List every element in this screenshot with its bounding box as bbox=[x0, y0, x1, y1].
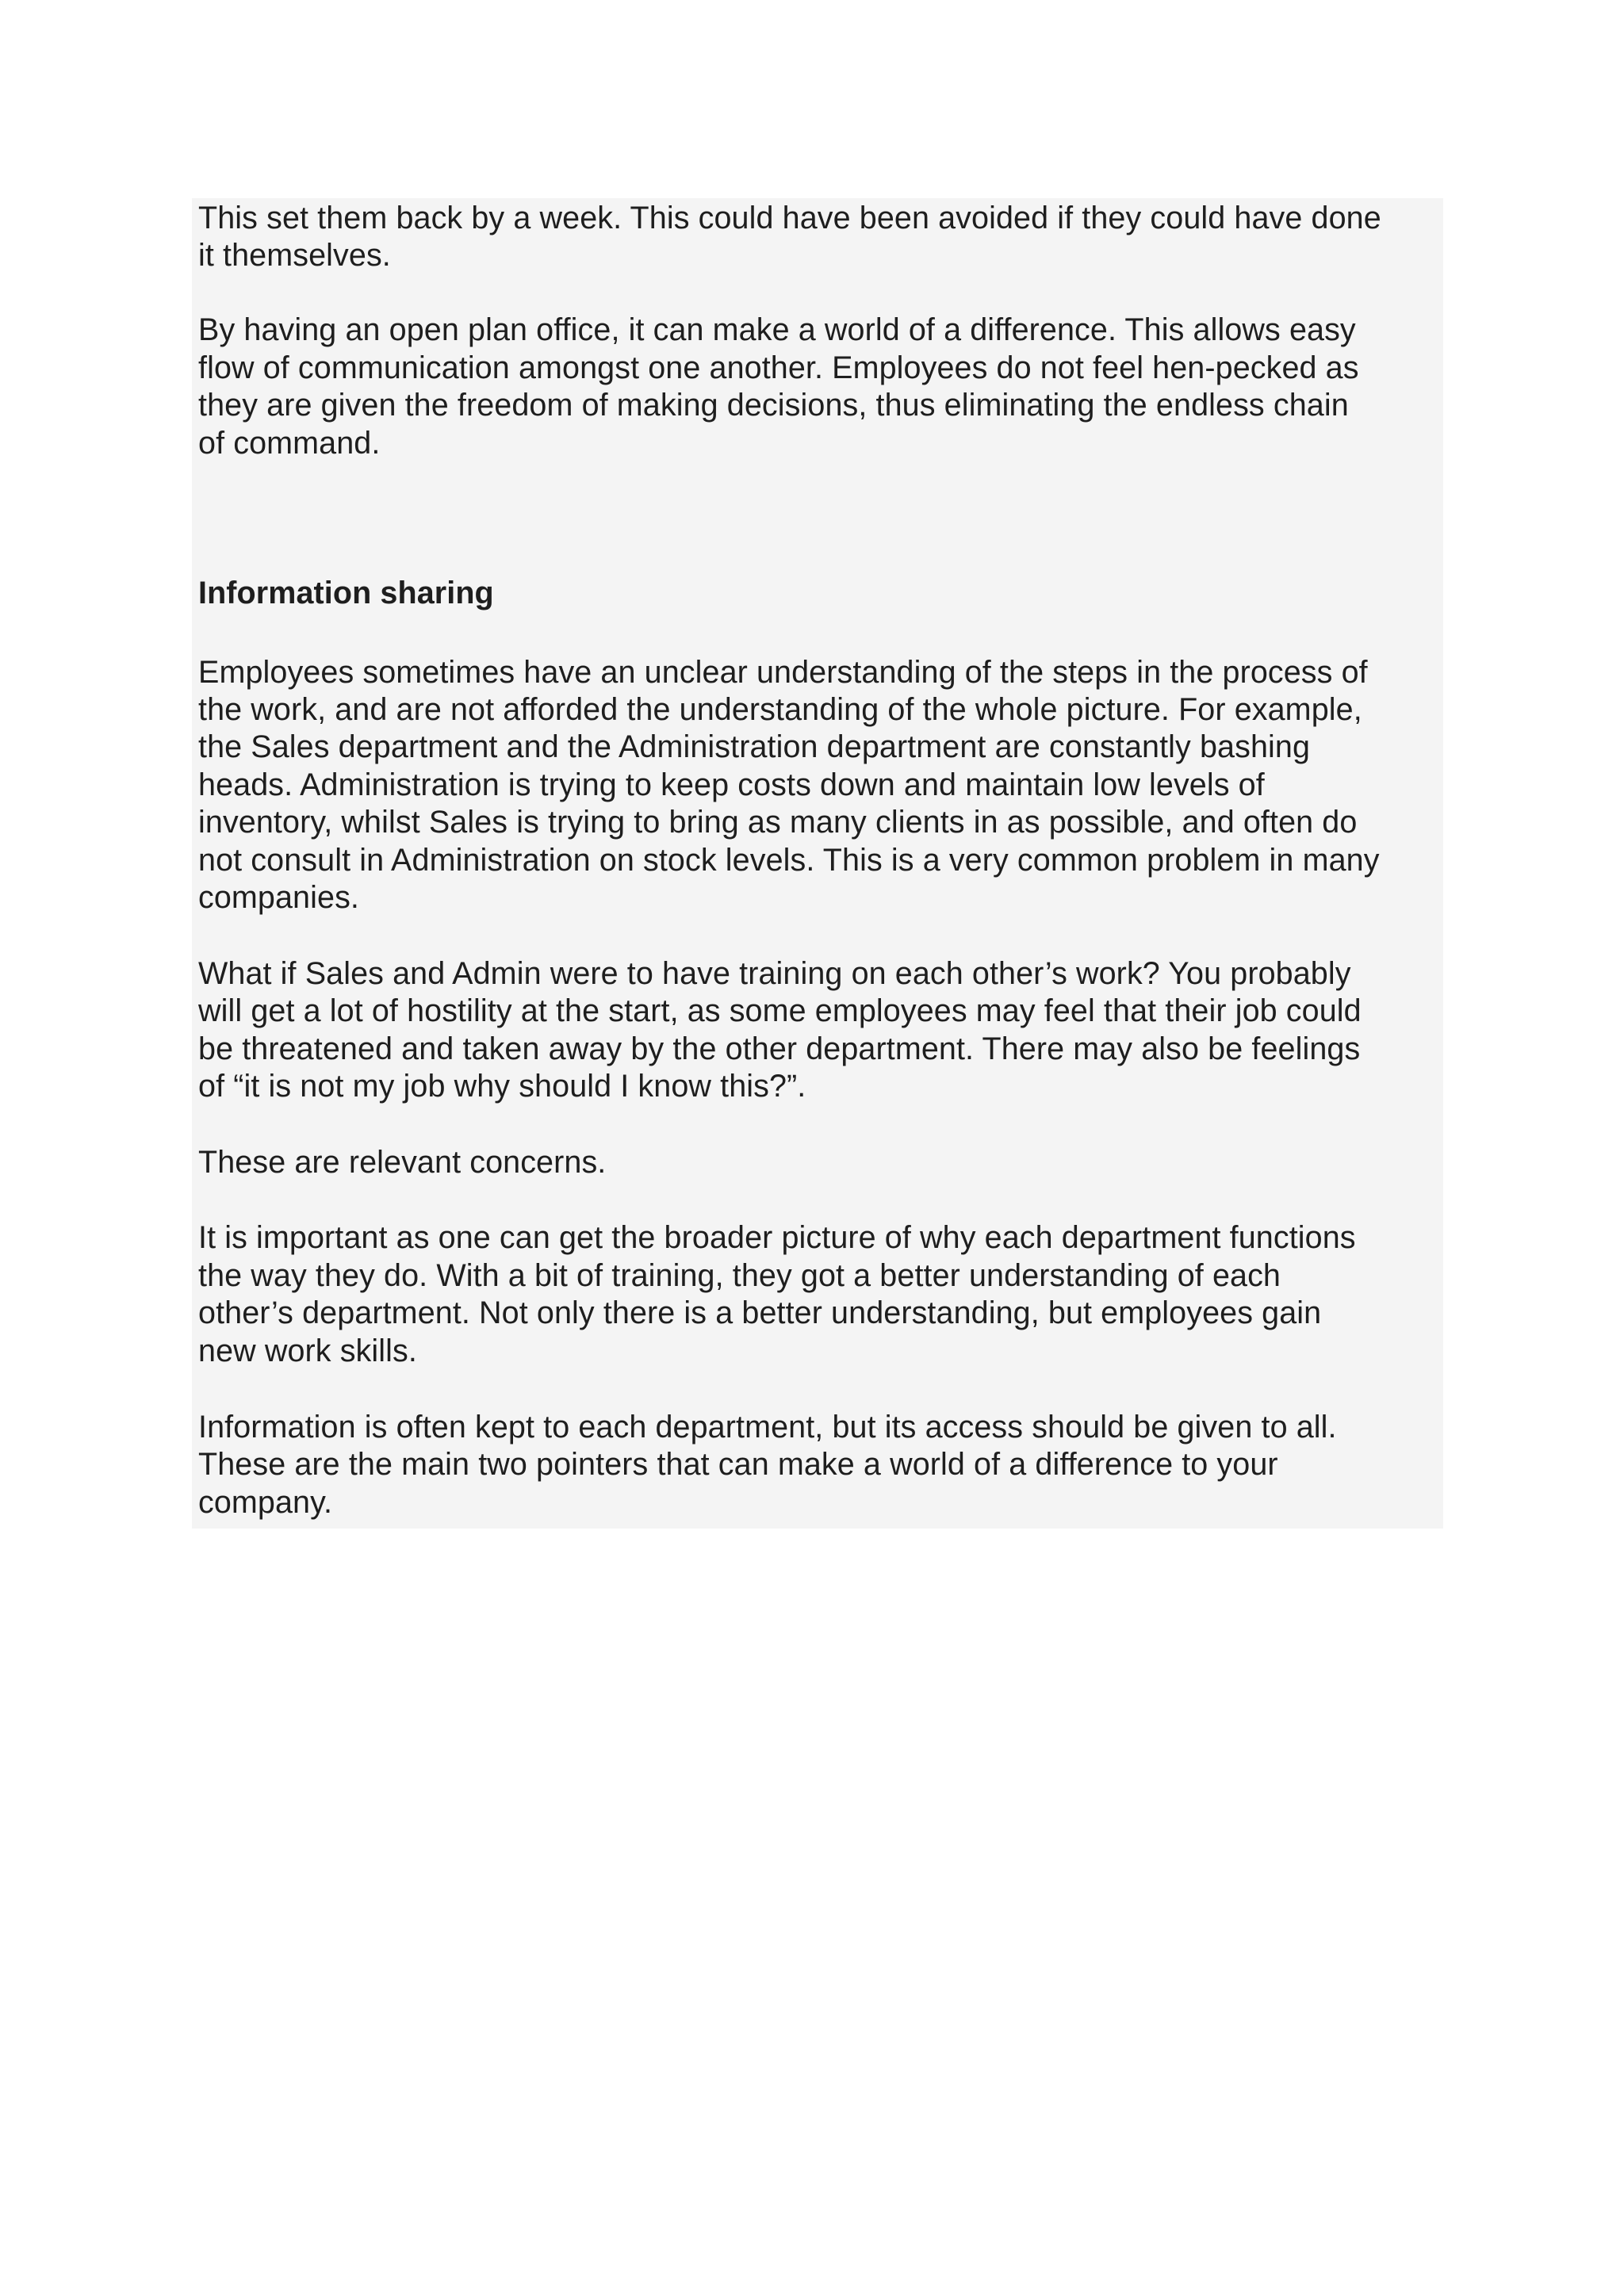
text-line: be threatened and taken away by the other department. There may also be feelings bbox=[198, 1031, 1361, 1066]
text-line: companies. bbox=[198, 880, 359, 915]
text-line: These are relevant concerns. bbox=[198, 1145, 607, 1180]
text-line: will get a lot of hostility at the start, as some employees may feel that their job could bbox=[198, 993, 1362, 1028]
text-line: heads. Administration is trying to keep costs down and maintain low levels of bbox=[198, 767, 1265, 802]
section-heading: Information sharing bbox=[198, 576, 494, 610]
text-line: it themselves. bbox=[198, 238, 391, 273]
text-line: It is important as one can get the broader picture of why each department functions bbox=[198, 1220, 1356, 1255]
text-line: of “it is not my job why should I know this?”. bbox=[198, 1069, 806, 1104]
text-line: the work, and are not afforded the understanding of the whole picture. For example, bbox=[198, 692, 1362, 727]
text-line: of command. bbox=[198, 426, 381, 461]
text-line: company. bbox=[198, 1485, 333, 1520]
text-line: inventory, whilst Sales is trying to bring as many clients in as possible, and often do bbox=[198, 805, 1358, 840]
text-line: By having an open plan office, it can make a world of a difference. This allows easy bbox=[198, 312, 1356, 347]
text-line: Employees sometimes have an unclear understanding of the steps in the process of bbox=[198, 655, 1368, 690]
text-line: This set them back by a week. This could have been avoided if they could have done bbox=[198, 201, 1381, 235]
text-line: These are the main two pointers that can make a world of a difference to your bbox=[198, 1447, 1278, 1482]
text-line: Information is often kept to each department, but its access should be given to all. bbox=[198, 1410, 1337, 1445]
text-line: flow of communication amongst one another. Employees do not feel hen-pecked as bbox=[198, 350, 1359, 385]
text-line: What if Sales and Admin were to have training on each other’s work? You probably bbox=[198, 956, 1351, 991]
text-line: other’s department. Not only there is a better understanding, but employees gain bbox=[198, 1295, 1322, 1330]
text-line: not consult in Administration on stock levels. This is a very common problem in many bbox=[198, 843, 1380, 878]
text-line: the Sales department and the Administration department are constantly bashing bbox=[198, 729, 1311, 764]
text-line: the way they do. With a bit of training, they got a better understanding of each bbox=[198, 1258, 1281, 1293]
text-line: they are given the freedom of making decisions, thus eliminating the endless chain bbox=[198, 388, 1349, 423]
text-line: new work skills. bbox=[198, 1334, 417, 1368]
